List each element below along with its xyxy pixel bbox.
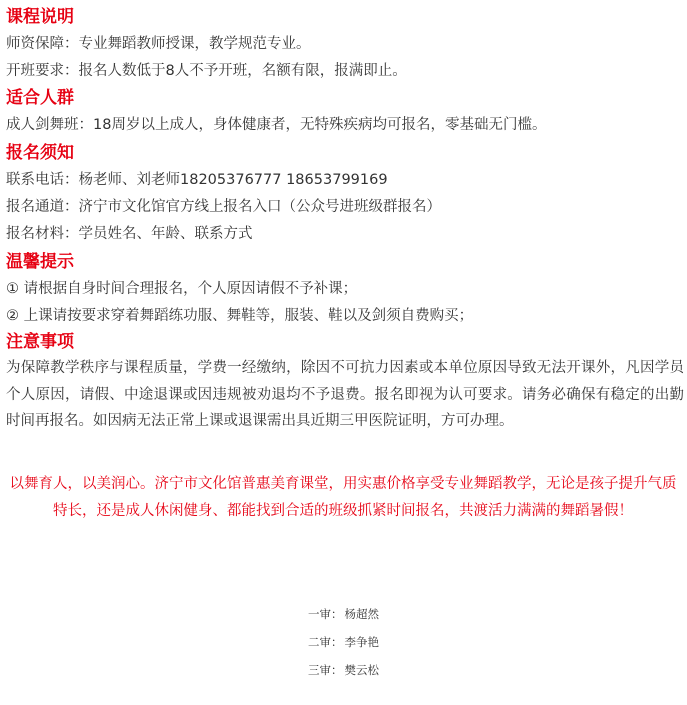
course-heading: 课程说明	[6, 7, 74, 27]
contact-phone-line: 联系电话：杨老师、刘老师18205376777 18653799169	[6, 172, 388, 188]
audience-heading: 适合人群	[6, 88, 74, 108]
registration-heading: 报名须知	[6, 143, 74, 163]
tip-1-line: ① 请根据自身时间合理报名，个人原因请假不予补课；	[6, 281, 358, 297]
first-reviewer	[0, 606, 687, 622]
first-reviewer-label: 一审：	[308, 607, 343, 621]
adult-class-line: 成人剑舞班：18周岁以上成人，身体健康者，无特殊疾病均可报名，零基础无门槛。	[6, 117, 547, 133]
teacher-line: 师资保障：专业舞蹈教师授课，教学规范专业。	[6, 36, 311, 52]
class-requirement-line: 开班要求：报名人数低于8人不予开班，名额有限，报满即止。	[6, 63, 407, 79]
notice-heading: 注意事项	[6, 332, 74, 352]
registration-channel-line: 报名通道：济宁市文化馆官方线上报名入口（公众号进班级群报名）	[6, 199, 441, 215]
tip-2-line: ② 上课请按要求穿着舞蹈练功服、舞鞋等，服装、鞋以及剑须自费购买；	[6, 308, 474, 324]
registration-materials-line: 报名材料：学员姓名、年龄、联系方式	[6, 226, 253, 242]
third-reviewer-label: 三审：	[308, 663, 343, 677]
promo-paragraph: 以舞育人，以美润心。济宁市文化馆普惠美育课堂，用实惠价格享受专业舞蹈教学，无论是孩子提升气质特长，还是成人休闲健身、都能找到合适的班级抓紧时间报名，共渡活力满满的舞蹈暑假！	[9, 476, 677, 519]
third-reviewer	[0, 662, 687, 678]
third-reviewer-name: 樊云松	[344, 663, 379, 677]
second-reviewer-label: 二审：	[308, 635, 343, 649]
second-reviewer	[0, 634, 687, 650]
second-reviewer-name: 李争艳	[344, 635, 379, 649]
tips-heading: 温馨提示	[6, 252, 74, 272]
notice-paragraph: 为保障教学秩序与课程质量，学费一经缴纳，除因不可抗力因素或本单位原因导致无法开课外，凡因学员个人原因，请假、中途退课或因违规被劝退均不予退费。报名即视为认可要求。请务必确保有稳定的出勤时间再报名。如因病无法正常上课或退课需出具近期三甲医院证明，方可办理。	[6, 360, 684, 429]
first-reviewer-name: 杨超然	[344, 607, 379, 621]
